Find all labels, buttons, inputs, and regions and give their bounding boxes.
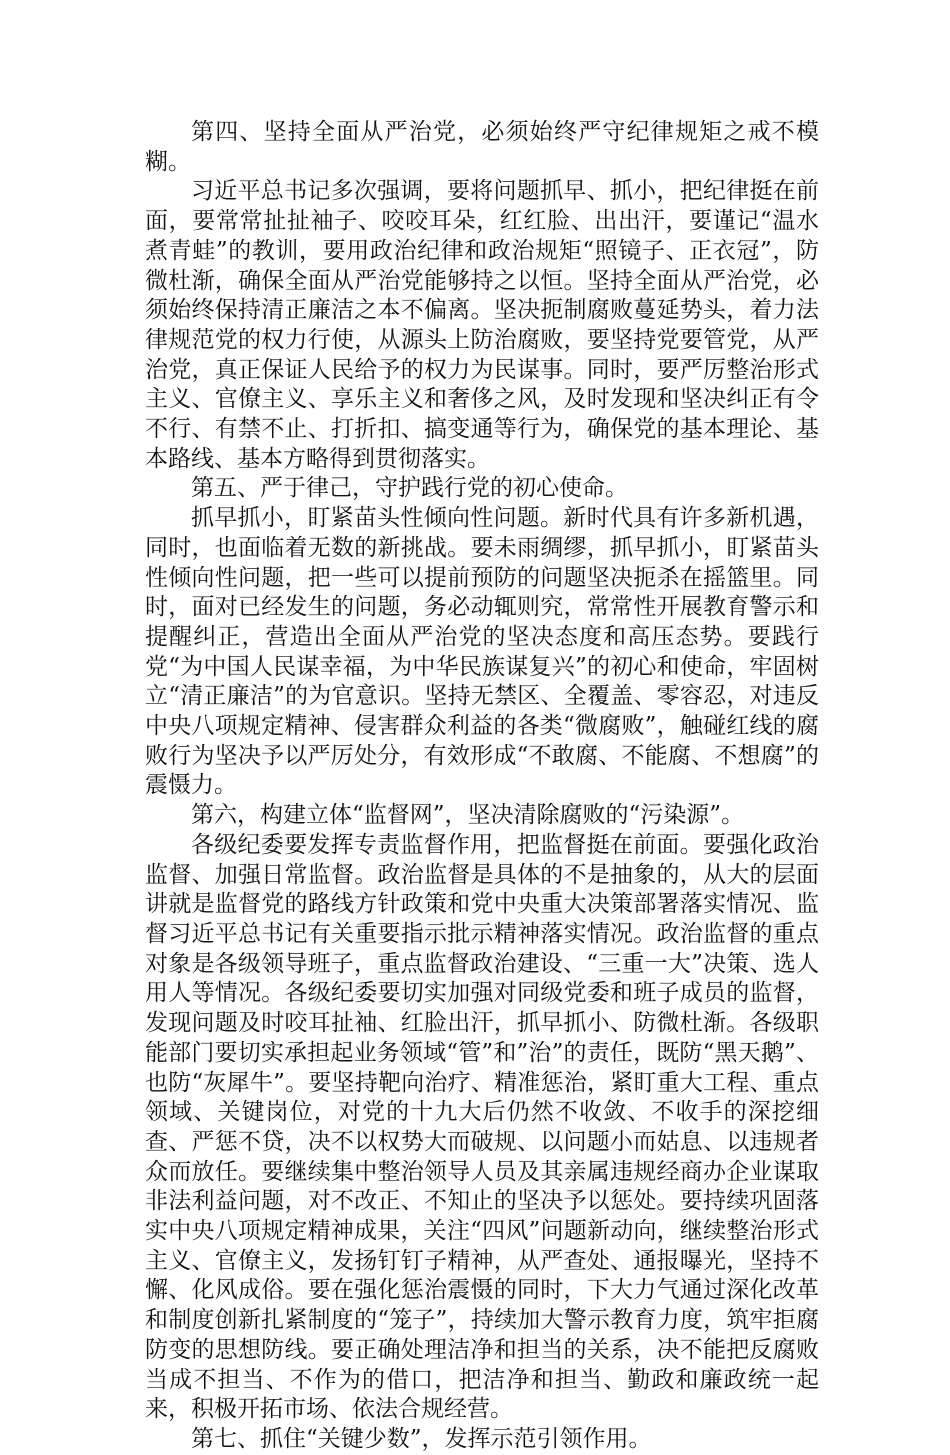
body-paragraph: 抓早抓小，盯紧苗头性倾向性问题。新时代具有许多新机遇，同时，也面临着无数的新挑战。要未雨绸缪，抓早抓小，盯紧苗头性倾向性问题，把一些可以提前预防的问题坚决扼杀在摇篮里。同时，面对已经发生的问题，务必动辄则究，常常性开展教育警示和提醒纠正，营造出全面从严治党的坚决态度和高压态势。要践行党“为中国人民谋幸福，为中华民族谋复兴”的初心和使命，牢固树立“清正廉洁”的为官意识。坚持无禁区、全覆盖、零容忍，对违反中央八项规定精神、侵害群众利益的各类“微腐败”，触碰红线的腐败行为坚决予以严厉处分，有效形成“不敢腐、不能腐、不想腐”的震慑力。 — [145, 505, 819, 799]
body-paragraph: 习近平总书记多次强调，要将问题抓早、抓小，把纪律挺在前面，要常常扯扯袖子、咬咬耳朵，红红脸、出出汗，要谨记“温水煮青蛙”的教训，要用政治纪律和政治规矩“照镜子、正衣冠”，防微杜渐，确保全面从严治党能够持之以恒。坚持全面从严治党，必须始终保持清正廉洁之本不偏离。坚决扼制腐败蔓延势头，着力法律规范党的权力行使，从源头上防治腐败，要坚持党要管党，从严治党，真正保证人民给予的权力为民谋事。同时，要严厉整治形式主义、官僚主义、享乐主义和奢侈之风，及时发现和坚决纠正有令不行、有禁不止、打折扣、搞变通等行为，确保党的基本理论、基本路线、基本方略得到贯彻落实。 — [145, 178, 819, 472]
section-heading-7: 第七、抓住“关键少数”，发挥示范引领作用。 — [191, 1425, 652, 1452]
body-paragraph: 各级纪委要发挥专责监督作用，把监督挺在前面。要强化政治监督、加强日常监督。政治监督是具体的不是抽象的，从大的层面讲就是监督党的路线方针政策和党中央重大决策部署落实情况、监督习近平总书记有关重要指示批示精神落实情况。政治监督的重点对象是各级领导班子，重点监督政治建设、“三重一大”决策、选人用人等情况。各级纪委要切实加强对同级党委和班子成员的监督，发现问题及时咬耳扯袖、红脸出汗，抓早抓小、防微杜渐。各级职能部门要切实承担起业务领域“管”和”治”的责任，既防“黑天鹅”、也防“灰犀牛”。要坚持靶向治疗、精准惩治，紧盯重大工程、重点领域、关键岗位，对党的十九大后仍然不收敛、不收手的深挖细查、严惩不贷，决不以权势大而破规、以问题小而姑息、以违规者众而放任。要继续集中整治领导人员及其亲属违规经商办企业谋取非法利益问题，对不改正、不知止的坚决予以惩处。要持续巩固落实中央八项规定精神成果，关注“四风”问题新动向，继续整治形式主义、官僚主义，发扬钉钉子精神，从严查处、通报曝光，坚持不懈、化风成俗。要在强化惩治震慑的同时，下大力气通过深化改革和制度创新扎紧制度的“笼子”，持续加大警示教育力度，筑牢拒腐防变的思想防线。要正确处理洁净和担当的关系，决不能把反腐败当成不担当、不作为的借口，把洁净和担当、勤政和廉政统一起来，积极开拓市场、依法合规经营。 — [145, 831, 819, 1423]
section-heading-5: 第五、严于律己，守护践行党的初心使命。 — [191, 475, 628, 502]
section-heading-6: 第六，构建立体“监督网”，坚决清除腐败的“污染源”。 — [191, 802, 745, 829]
section-heading-4: 第四、坚持全面从严治党，必须始终严守纪律规矩之戒不模糊。 — [145, 119, 819, 175]
document-page — [145, 118, 819, 1455]
